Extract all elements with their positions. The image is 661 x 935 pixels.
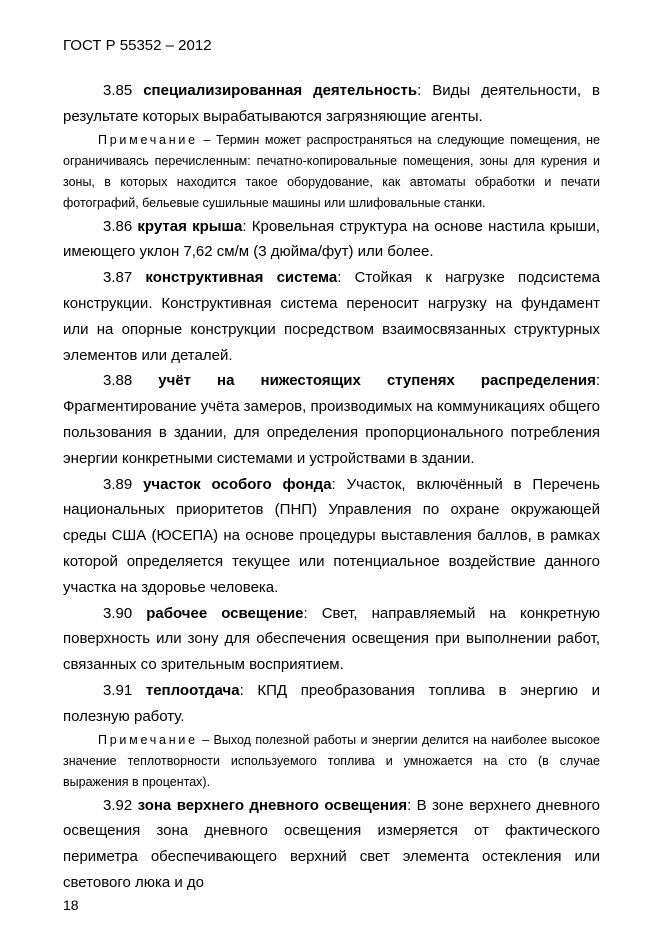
definition-text: : Виды деятельности, в результате которых вырабатываются загрязняющие агенты. bbox=[63, 82, 600, 125]
definition-3-90 bbox=[63, 601, 600, 678]
term: теплоотдача bbox=[145, 681, 240, 699]
definition-3-89 bbox=[63, 472, 600, 601]
term: крутая крыша bbox=[137, 217, 243, 235]
note-text: – Термин может распространяться на следующие помещения, не ограничиваясь перечисленным: печатно-копировальные помещения, зоны для курения и зоны, в которых находится такое оборудование, как автоматы обработки и печати фотографий, бельевые сушильные машины или шлифовальные станки. bbox=[63, 132, 600, 210]
clause-number: 3.86 bbox=[103, 217, 133, 235]
definition-3-91 bbox=[63, 678, 600, 730]
note-3-91 bbox=[63, 730, 600, 793]
definition-3-88 bbox=[63, 368, 600, 471]
definition-text: : Кровельная структура на основе настила крыши, имеющего уклон 7,62 см/м (3 дюйма/фут) или более. bbox=[63, 217, 601, 261]
term: участок особого фонда bbox=[143, 475, 332, 493]
note-text: – Выход полезной работы и энергии делится на наиболее высокое значение теплотворности используемого топлива и умножается на сто (в случае выражения в процентах). bbox=[63, 732, 600, 789]
note-label: Примечание bbox=[98, 732, 198, 747]
term: специализированная деятельность bbox=[143, 82, 418, 99]
term: учёт на нижестоящих ступенях распределения bbox=[158, 372, 596, 390]
clause-number: 3.85 bbox=[103, 82, 133, 99]
note-label: Примечание bbox=[98, 132, 198, 147]
term: конструктивная система bbox=[145, 269, 338, 287]
clause-number: 3.89 bbox=[103, 475, 133, 493]
clause-number: 3.92 bbox=[103, 796, 133, 814]
clause-number: 3.90 bbox=[103, 604, 133, 622]
document-header: ГОСТ Р 55352 – 2012 bbox=[63, 37, 212, 54]
definition-text: : Стойкая к нагрузке подсистема конструкции. Конструктивная система переносит нагрузку на фундамент или на опорные конструкции посредством взаимосвязанных структурных элементов или деталей. bbox=[63, 269, 601, 364]
definition-text: : Фрагментирование учёта замеров, производимых на коммуникациях общего пользования в здании, для определения пропорционального потребления энергии конкретными системами и устройствами в здании. bbox=[63, 372, 601, 467]
definition-3-92 bbox=[63, 793, 600, 896]
note-3-85 bbox=[63, 130, 600, 214]
clause-number: 3.88 bbox=[103, 372, 133, 390]
definition-text: : В зоне верхнего дневного освещения зона дневного освещения измеряется от фактического периметра обеспечивающего верхний свет элемента остекления или светового люка и до bbox=[63, 796, 600, 891]
page-number: 18 bbox=[63, 897, 79, 913]
document-body bbox=[63, 78, 600, 896]
clause-number: 3.87 bbox=[103, 269, 133, 287]
definition-text: : КПД преобразования топлива в энергию и полезную работу. bbox=[63, 681, 600, 725]
definition-3-86 bbox=[63, 214, 600, 266]
definition-text: : Свет, направляемый на конкретную поверхность или зону для обеспечения освещения при выполнении работ, связанных со зрительным восприятием. bbox=[63, 604, 601, 674]
clause-number: 3.91 bbox=[103, 681, 133, 699]
definition-text: : Участок, включённый в Перечень национальных приоритетов (ПНП) Управления по охране окружающей среды США (ЮСЕПА) на основе процедуры выставления баллов, в рамках которой определяется текущее или потенциальное воздействие данного участка на здоровье человека. bbox=[63, 475, 601, 596]
definition-3-85 bbox=[63, 78, 600, 130]
term: рабочее освещение bbox=[146, 604, 304, 622]
term: зона верхнего дневного освещения bbox=[137, 796, 408, 814]
definition-3-87 bbox=[63, 265, 600, 368]
